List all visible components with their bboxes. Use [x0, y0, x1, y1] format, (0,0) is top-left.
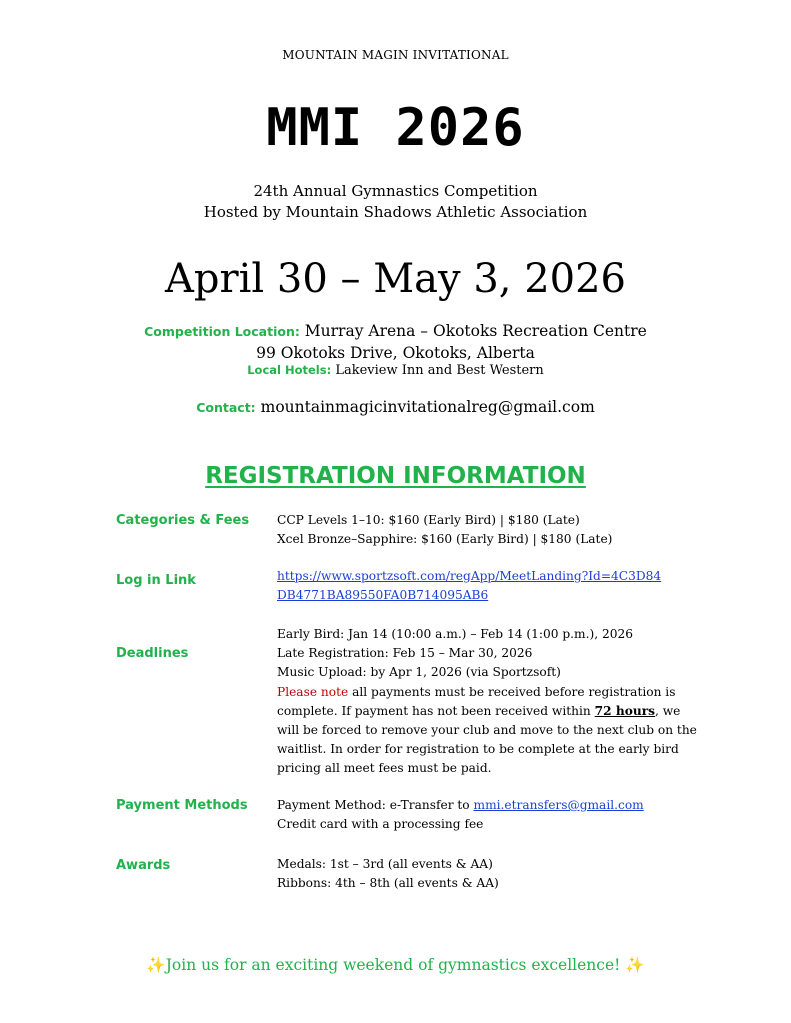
payment-values: [277, 796, 697, 834]
page-title: MMI 2026: [266, 98, 525, 158]
categories-values: [277, 511, 697, 549]
org-name: MOUNTAIN MAGIN INVITATIONAL: [282, 48, 509, 62]
sparkle-icon: ✨: [146, 956, 166, 974]
login-link-line[interactable]: DB4771BA89550FA0B714095AB6: [277, 588, 489, 603]
awards-line: Medals: 1st – 3rd (all events & AA): [277, 857, 493, 871]
address: 99 Okotoks Drive, Okotoks, Alberta: [256, 344, 535, 362]
subtitle-competition: 24th Annual Gymnastics Competition: [253, 182, 538, 200]
registration-heading: REGISTRATION INFORMATION: [205, 463, 586, 489]
venue: Murray Arena – Okotoks Recreation Centre: [304, 322, 647, 340]
login-label: Log in Link: [116, 573, 196, 588]
deadlines-values: [277, 625, 697, 779]
login-link[interactable]: [277, 567, 697, 605]
etransfer-email-link[interactable]: mmi.etransfers@gmail.com: [473, 798, 644, 812]
sparkle-icon: ✨: [625, 956, 645, 974]
deadline-line: Early Bird: Jan 14 (10:00 a.m.) – Feb 14 (1:00 p.m.), 2026: [277, 627, 633, 641]
contact-label: Contact:: [196, 400, 256, 415]
footer-text: Join us for an exciting weekend of gymnastics excellence!: [165, 956, 626, 974]
categories-line: Xcel Bronze–Sapphire: $160 (Early Bird) | $180 (Late): [277, 532, 613, 547]
contact-email[interactable]: mountainmagicinvitationalreg@gmail.com: [260, 398, 595, 416]
location-line: [0, 320, 791, 343]
deadline-line: Music Upload: by Apr 1, 2026 (via Sportzsoft): [277, 665, 561, 680]
note-prefix: Please note: [277, 684, 349, 699]
awards-label: Awards: [116, 858, 171, 873]
awards-line: Ribbons: 4th – 8th (all events & AA): [277, 876, 499, 891]
awards-values: [277, 855, 697, 893]
payment-line: Credit card with a processing fee: [277, 817, 484, 832]
payment-note: Please note all payments must be received before registration is complete. If payment has not been received within 72 hours, we will be forced to remove your club and move to the next club on the waitlist. In order for registration to be complete at the early bird pricing all meet fees must be paid.: [277, 684, 697, 776]
login-link-line[interactable]: https://www.sportzsoft.com/regApp/MeetLanding?Id=4C3D84: [277, 569, 662, 583]
hotels-line: [0, 363, 791, 378]
payment-line: Payment Method: e-Transfer to mmi.etransfers@gmail.com: [277, 798, 644, 812]
event-date: April 30 – May 3, 2026: [164, 256, 627, 302]
deadlines-label: Deadlines: [116, 646, 189, 661]
location-label: Competition Location:: [144, 324, 300, 339]
hotels: Lakeview Inn and Best Western: [335, 363, 544, 378]
categories-label: Categories & Fees: [116, 513, 250, 528]
deadline-line: Late Registration: Feb 15 – Mar 30, 2026: [277, 646, 533, 661]
contact-line: [0, 396, 791, 419]
subtitle-host: Hosted by Mountain Shadows Athletic Association: [203, 203, 588, 221]
note-emphasis: 72 hours: [594, 703, 655, 718]
categories-line: CCP Levels 1–10: $160 (Early Bird) | $180 (Late): [277, 513, 580, 527]
footer-message: [0, 956, 791, 974]
payment-label: Payment Methods: [116, 798, 248, 813]
hotels-label: Local Hotels:: [247, 363, 332, 377]
